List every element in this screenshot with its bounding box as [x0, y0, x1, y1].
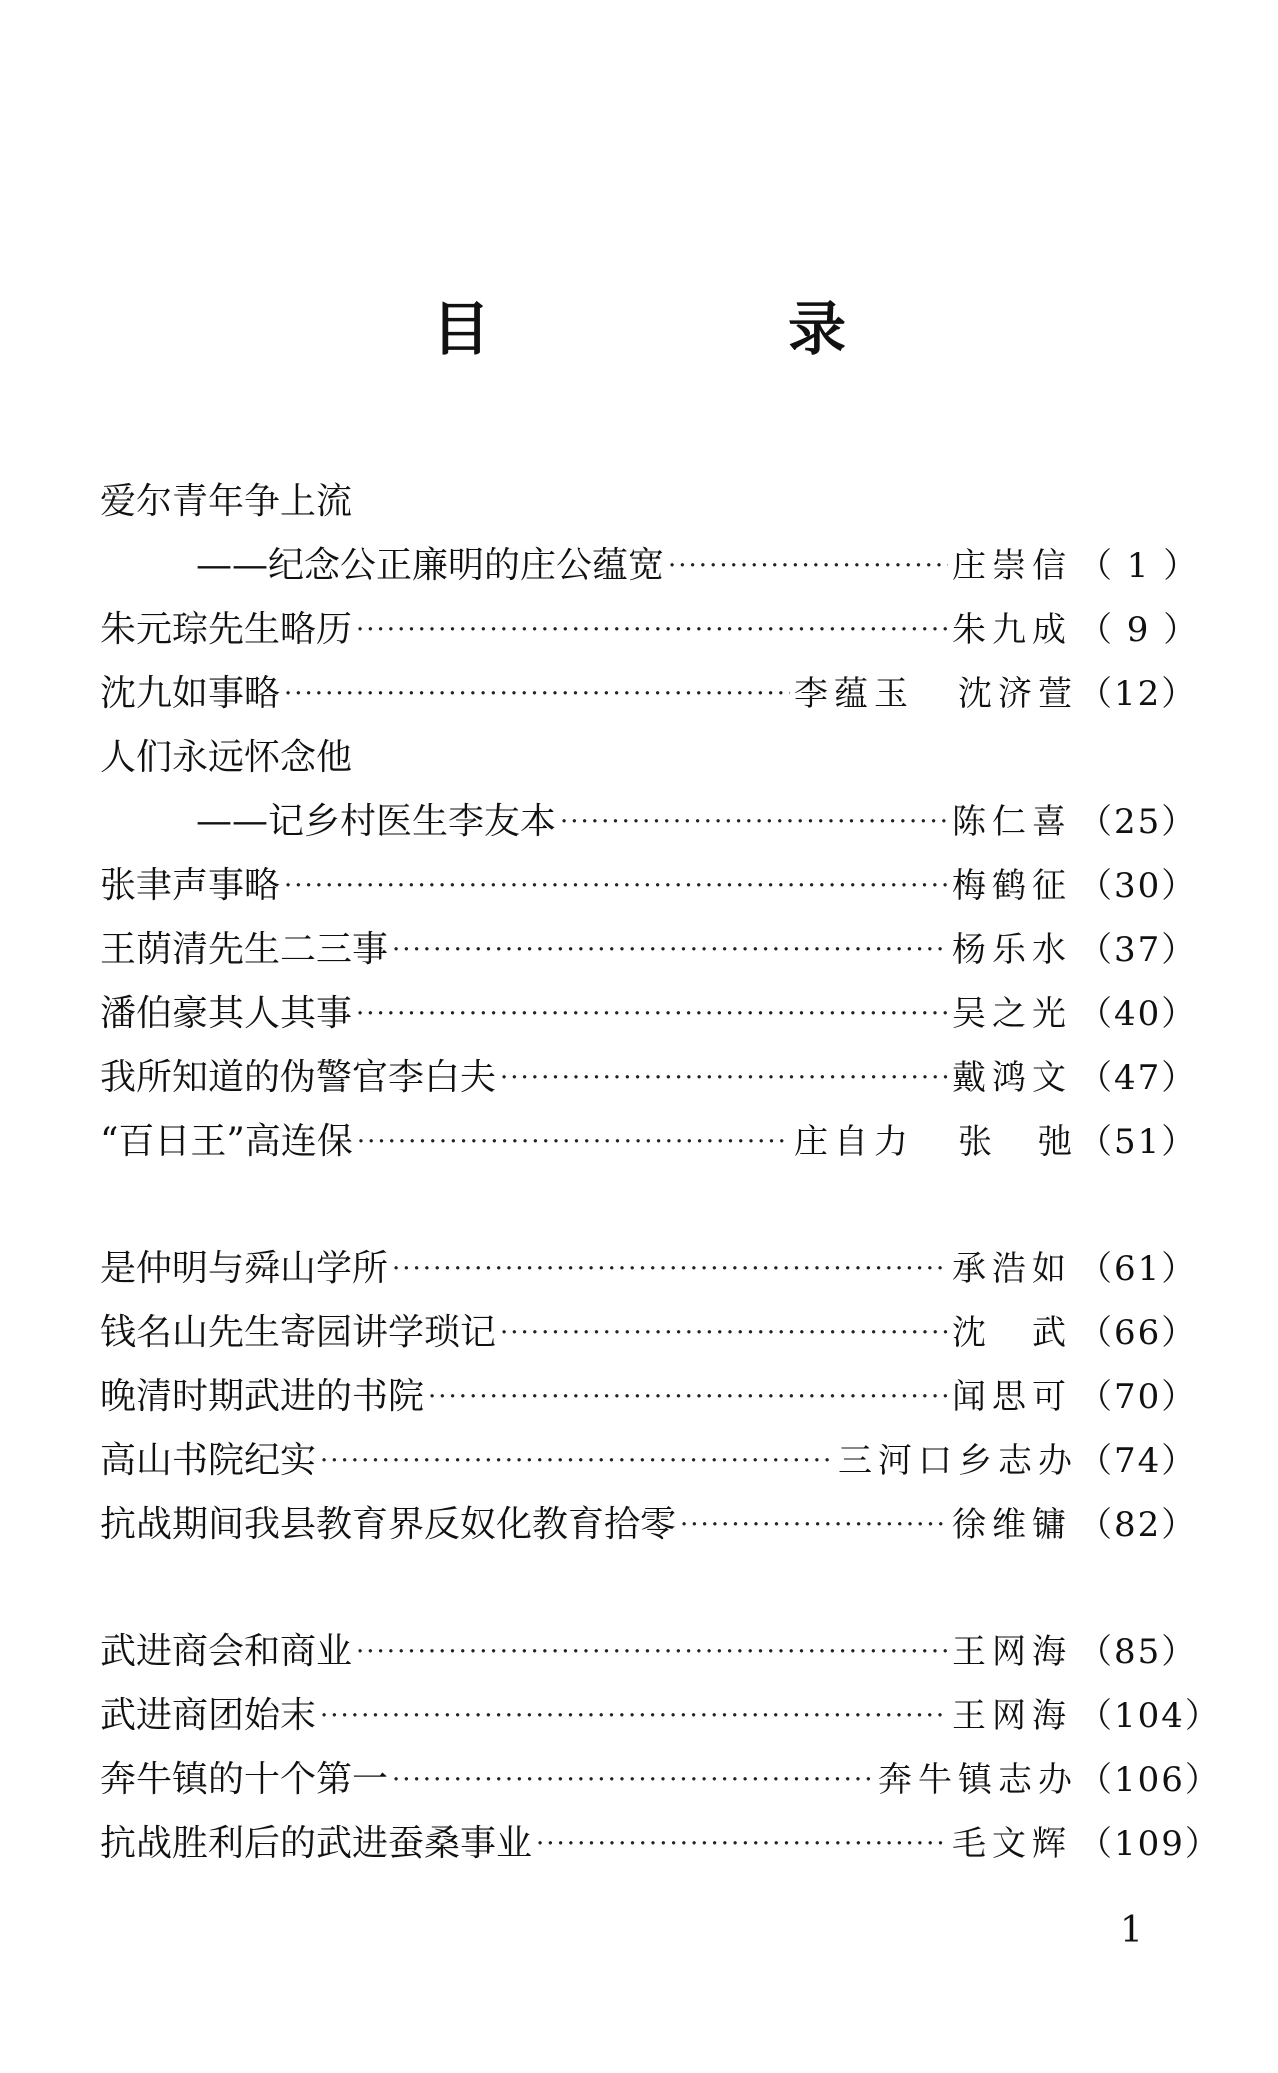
toc-entry-author: 沈 武 [952, 1313, 1072, 1353]
toc-entry-page: （ 9 ） [1078, 610, 1200, 650]
page-title: 目 录 [431, 295, 966, 363]
toc-entry-title: 王荫清先生二三事 [100, 929, 389, 970]
leader-dots [392, 937, 948, 963]
leader-dots [357, 1129, 790, 1155]
toc-entry-page: （25） [1078, 802, 1198, 842]
toc-entry [100, 662, 1198, 726]
page-number: 1 [1120, 1910, 1143, 1951]
toc-entry-title: 潘伯豪其人其事 [100, 993, 353, 1034]
toc-entry [100, 1620, 1198, 1684]
leader-dots [428, 1384, 948, 1410]
toc-entry-title: 张聿声事略 [100, 865, 281, 906]
leader-dots [356, 1639, 948, 1665]
toc-entry-page: （74） [1078, 1441, 1198, 1481]
toc-entry-page: （37） [1078, 930, 1198, 970]
toc-entry-author: 杨乐水 [952, 930, 1072, 970]
leader-dots [284, 681, 790, 707]
toc-entry [100, 790, 1198, 854]
leader-dots [668, 553, 948, 579]
toc-entry-author: 朱九成 [952, 610, 1072, 650]
section-gap [100, 1557, 1190, 1620]
toc-entry-title: 我所知道的伪警官李白夫 [100, 1057, 497, 1098]
toc-entry-page: （109） [1078, 1824, 1221, 1864]
toc-entry-title: 抗战期间我县教育界反奴化教育拾零 [100, 1504, 677, 1545]
toc-entry [100, 1046, 1198, 1110]
toc-entry-title: ——纪念公正廉明的庄公蕴宽 [196, 545, 665, 586]
toc-entry-title: 是仲明与舜山学所 [100, 1248, 389, 1289]
toc-entry-page: （ 1 ） [1078, 546, 1200, 586]
leader-dots [392, 1767, 874, 1793]
toc-entry-author: 李蕴玉 [794, 674, 914, 714]
section-gap [100, 1174, 1190, 1237]
toc-entry-author: 沈济萱 [958, 674, 1078, 714]
toc-entry [100, 726, 1190, 790]
table-of-contents [100, 470, 1221, 1876]
leader-dots [680, 1512, 948, 1538]
toc-entry-author: 吴之光 [952, 994, 1072, 1034]
toc-entry [100, 1684, 1221, 1748]
leader-dots [320, 1448, 834, 1474]
toc-entry-title: 高山书院纪实 [100, 1440, 317, 1481]
toc-entry-title: 钱名山先生寄园讲学琐记 [100, 1312, 497, 1353]
toc-entry-page: （61） [1078, 1249, 1198, 1289]
leader-dots [536, 1831, 948, 1857]
toc-entry-authors [794, 674, 1078, 714]
toc-entry-author: 庄崇信 [952, 546, 1072, 586]
toc-entry [100, 1301, 1198, 1365]
toc-entry-title: ——记乡村医生李友本 [196, 801, 557, 842]
toc-entry-author: 梅鹤征 [952, 866, 1072, 906]
toc-entry-page: （30） [1078, 866, 1198, 906]
toc-entry-title: 抗战胜利后的武进蚕桑事业 [100, 1823, 533, 1864]
toc-entry-title: 晚清时期武进的书院 [100, 1376, 425, 1417]
toc-entry-author: 闻思可 [952, 1377, 1072, 1417]
toc-entry [100, 598, 1200, 662]
leader-dots [356, 1001, 948, 1027]
toc-entry-page: （70） [1078, 1377, 1198, 1417]
toc-entry [100, 470, 1190, 534]
toc-entry [100, 1110, 1198, 1174]
toc-entry [100, 1365, 1198, 1429]
toc-entry [100, 1812, 1221, 1876]
toc-entry [100, 1429, 1198, 1493]
toc-entry-title: 朱元琮先生略历 [100, 609, 353, 650]
toc-entry-page: （12） [1078, 674, 1198, 714]
toc-entry [100, 1493, 1198, 1557]
toc-entry-title: “百日王”高连保 [100, 1121, 353, 1162]
toc-entry-page: （51） [1078, 1122, 1198, 1162]
toc-entry-author: 陈仁喜 [952, 802, 1072, 842]
toc-entry-author: 奔牛镇志办 [878, 1760, 1078, 1800]
leader-dots [500, 1065, 948, 1091]
leader-dots [500, 1320, 948, 1346]
toc-entry [100, 918, 1198, 982]
leader-dots [560, 809, 948, 835]
toc-entry-page: （85） [1078, 1632, 1198, 1672]
toc-entry-authors [794, 1122, 1078, 1162]
toc-entry-title: 爱尔青年争上流 [100, 481, 353, 522]
leader-dots [356, 617, 948, 643]
toc-entry-author: 王网海 [952, 1632, 1072, 1672]
toc-entry-author: 戴鸿文 [952, 1058, 1072, 1098]
leader-dots [392, 1256, 948, 1282]
toc-entry-page: （47） [1078, 1058, 1198, 1098]
toc-entry-author: 庄自力 [794, 1122, 914, 1162]
toc-entry [100, 1748, 1221, 1812]
toc-entry [100, 982, 1198, 1046]
toc-entry-author: 张 弛 [958, 1122, 1078, 1162]
leader-dots [284, 873, 948, 899]
toc-entry [100, 534, 1200, 598]
toc-entry-title: 人们永远怀念他 [100, 737, 353, 778]
toc-entry-page: （82） [1078, 1505, 1198, 1545]
toc-entry-author: 王网海 [952, 1696, 1072, 1736]
toc-entry [100, 854, 1198, 918]
toc-entry-page: （40） [1078, 994, 1198, 1034]
toc-entry-author: 承浩如 [952, 1249, 1072, 1289]
toc-entry-title: 武进商会和商业 [100, 1631, 353, 1672]
toc-entry [100, 1237, 1198, 1301]
toc-entry-author: 徐维镛 [952, 1505, 1072, 1545]
toc-entry-title: 沈九如事略 [100, 673, 281, 714]
leader-dots [320, 1703, 948, 1729]
toc-entry-author: 毛文辉 [952, 1824, 1072, 1864]
toc-entry-page: （106） [1078, 1760, 1221, 1800]
toc-entry-title: 奔牛镇的十个第一 [100, 1759, 389, 1800]
toc-entry-page: （104） [1078, 1696, 1221, 1736]
toc-entry-page: （66） [1078, 1313, 1198, 1353]
toc-entry-author: 三河口乡志办 [838, 1441, 1078, 1481]
toc-entry-title: 武进商团始末 [100, 1695, 317, 1736]
